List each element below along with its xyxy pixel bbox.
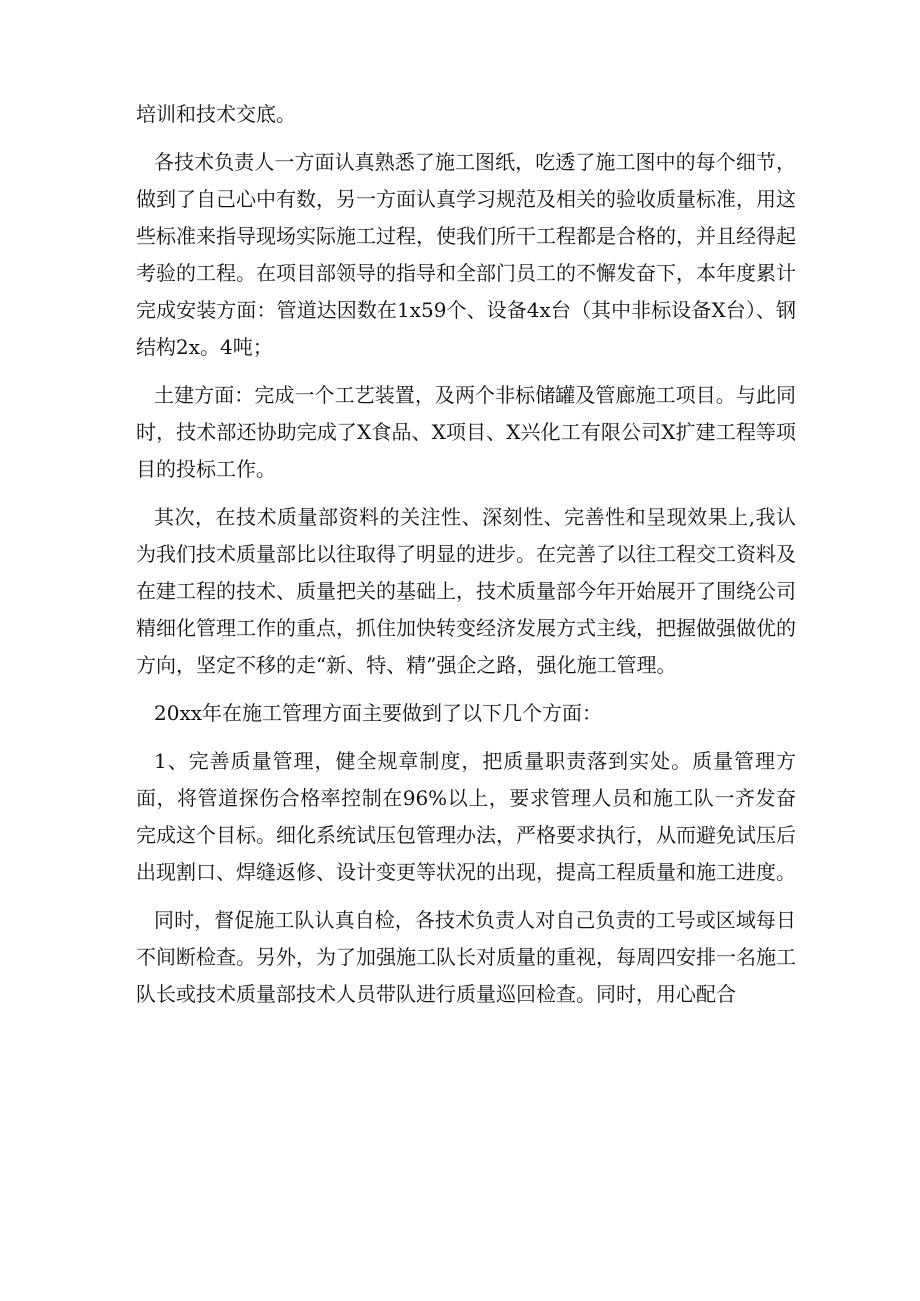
paragraph-6: 1、完善质量管理，健全规章制度，把质量职责落到实处。质量管理方面，将管道探伤合格率控制在96%以上，要求管理人员和施工队一齐发奋完成这个目标。细化系统试压包管理办法，严格要求执行，从而避免试压后出现割口、焊缝返修、设计变更等状况的出现，提高工程质量和施工进度。 (136, 749, 796, 884)
paragraph-5: 20xx年在施工管理方面主要做到了以下几个方面： (154, 701, 603, 725)
paragraph-7: 同时，督促施工队认真自检，各技术负责人对自己负责的工号或区域每日不间断检查。另外，为了加强施工队长对质量的重视，每周四安排一名施工队长或技术质量部技术人员带队进行质量巡回检查。同时，用心配合 (136, 908, 796, 1006)
paragraph-2: 各技术负责人一方面认真熟悉了施工图纸，吃透了施工图中的每个细节，做到了自己心中有数，另一方面认真学习规范及相关的验收质量标准，用这些标准来指导现场实际施工过程，使我们所干工程都是合格的，并且经得起考验的工程。在项目部领导的指导和全部门员工的不懈发奋下，本年度累计完成安装方面：管道达因数在1x59个、设备4x台（其中非标设备X台）、钢结构2x。4吨； (136, 150, 796, 359)
paragraph-1: 培训和技术交底。 (136, 102, 296, 126)
document-body (136, 96, 796, 1013)
paragraph-4: 其次，在技术质量部资料的关注性、深刻性、完善性和呈现效果上,我认为我们技术质量部比以往取得了明显的进步。在完善了以往工程交工资料及在建工程的技术、质量把关的基础上，技术质量部今年开始展开了围绕公司精细化管理工作的重点，抓住加快转变经济发展方式主线，把握做强做优的方向，坚定不移的走“新、特、精”强企之路，强化施工管理。 (136, 505, 796, 677)
paragraph-3: 土建方面：完成一个工艺装置，及两个非标储罐及管廊施工项目。与此同时，技术部还协助完成了X食品、X项目、X兴化工有限公司X扩建工程等项目的投标工作。 (136, 383, 796, 481)
